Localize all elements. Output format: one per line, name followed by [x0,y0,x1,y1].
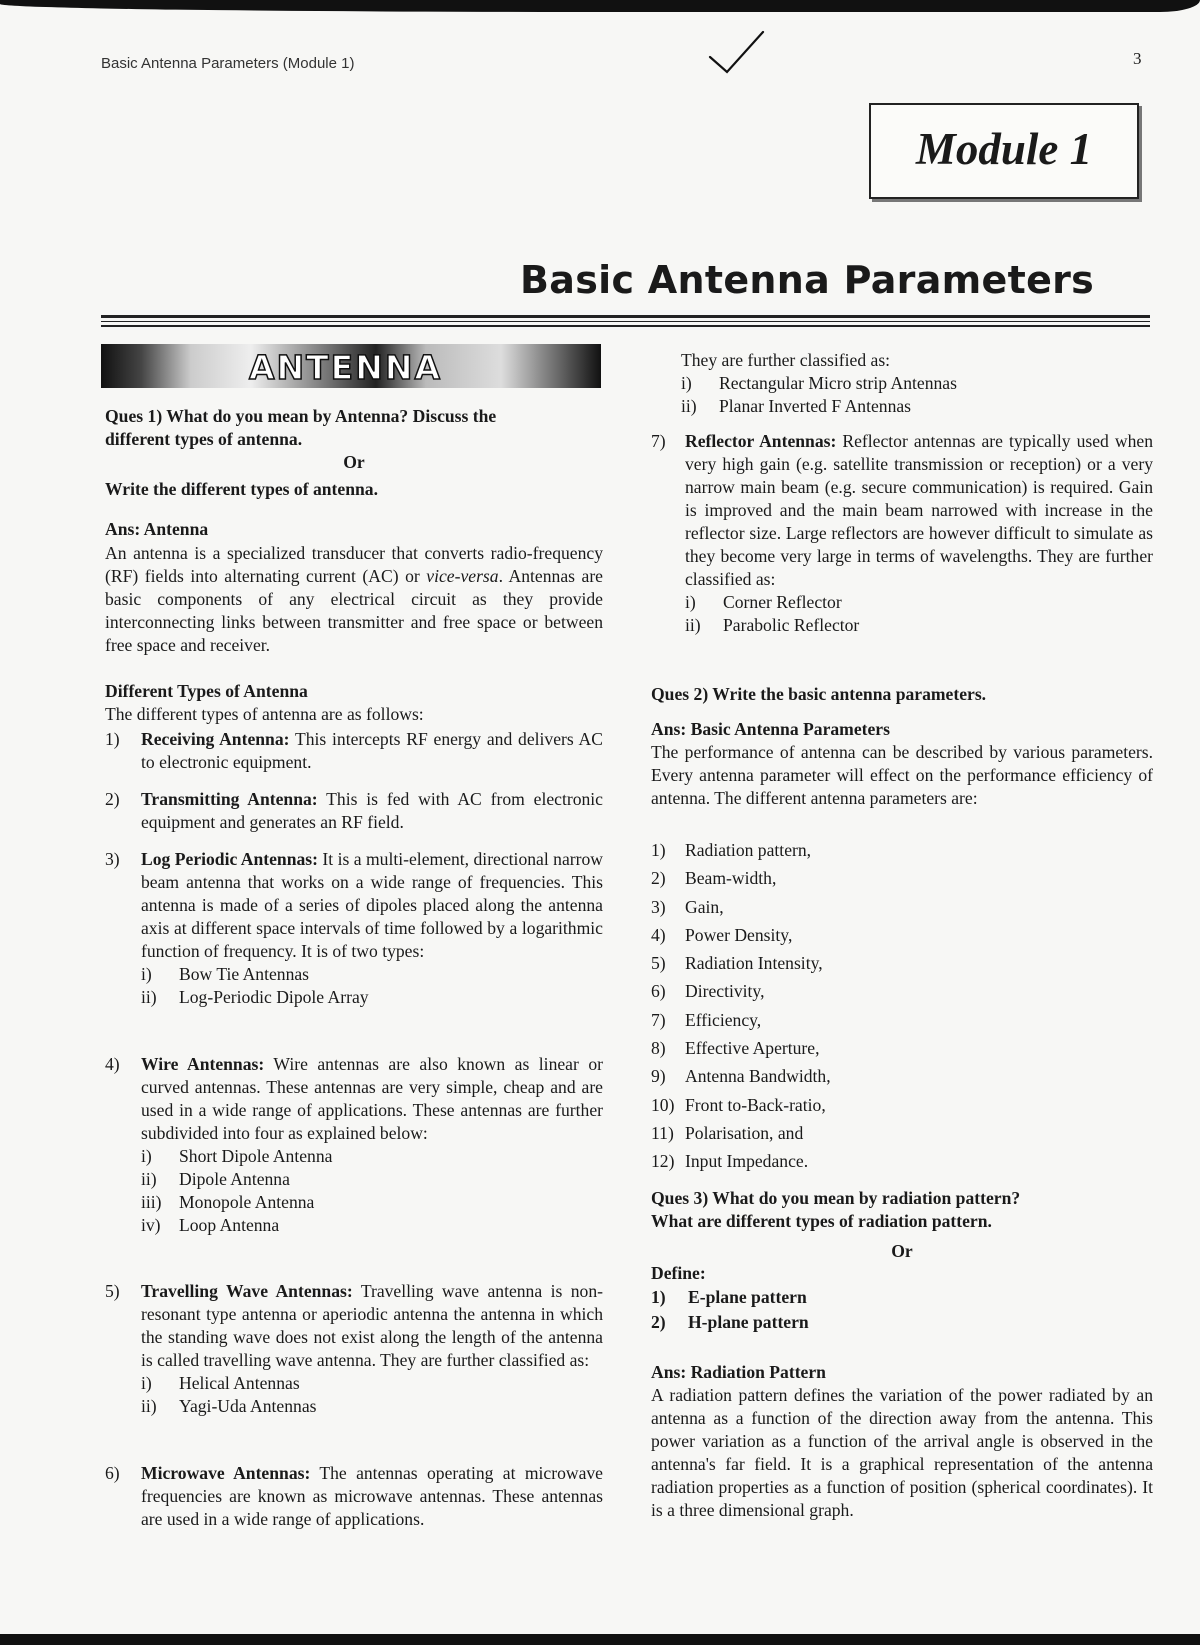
running-header: Basic Antenna Parameters (Module 1) [101,55,355,72]
sub-item: ii) Yagi-Uda Antennas [141,1396,317,1416]
list-item: 3) Gain, [651,896,724,917]
list-item: 1) Radiation pattern, [651,840,812,860]
sub-list [141,1372,603,1418]
list-item: 4) Power Density, [651,924,793,945]
q1-or: Or [343,452,365,472]
q3-answer-heading: Ans: Radiation Pattern [651,1362,826,1382]
scan-top-edge [0,0,1200,12]
q1-line2: different types of antenna. [105,429,303,449]
banner-text: ANTENNA [249,348,442,387]
continued-intro: They are further classified as: [681,350,891,370]
q2-title: Ques 2) Write the basic antenna parameters. [651,684,987,704]
sub-item: ii) Planar Inverted F Antennas [681,396,912,416]
q3-def-item: 1) E-plane pattern [651,1287,807,1307]
sub-list [681,372,957,418]
title-rule-mid [101,321,1150,322]
q3-line2: What are different types of radiation pattern. [651,1211,992,1231]
q3-title [651,1187,1153,1233]
sub-list [685,591,1153,637]
sub-item: i) Helical Antennas [141,1373,300,1393]
sub-item: i) Corner Reflector [685,592,842,612]
q1-title [105,405,603,451]
q2-answer-paragraph: The performance of antenna can be described by various parameters. Every antenna parameter will effect on the performance efficiency of antenna. The different antenna parameters are: [651,742,1153,808]
list-item: 2) Beam-width, [651,868,777,889]
list-item: 4) Wire Antennas: Wire antennas are also known as linear or curved antennas. These antennas are very simple, cheap and are used in a wide range of applications. These antennas are further subdivided into four as explained below: i) Short Dipole Antenna ii) Dipole Antenna iii) Monopole Antenna iv) Loop Antenna [105,1054,604,1235]
sub-list [141,963,603,1009]
checkmark-icon [705,22,800,82]
list-item: 10) Front to-Back-ratio, [651,1094,826,1115]
q1-alt: Write the different types of antenna. [105,479,378,499]
sub-item: iii) Monopole Antenna [141,1192,315,1212]
list-item: 7) Reflector Antennas: Reflector antennas are typically used when very high gain (e.g. satellite transmission or reception) or a very narrow main beam (e.g. secure communication) is required. Gain is improved and the main beam narrowed with increase in the reflector size. Large reflectors are however difficult to simulate as they become very large in terms of wavelengths. They are further classified as: i) Corner Reflector ii) Parabolic Reflector [651,431,1154,635]
types-intro: The different types of antenna are as follows: [105,704,424,724]
title-rule-bottom [101,325,1150,327]
list-item: 1) Receiving Antenna: This intercepts RF energy and delivers AC to electronic equipment. [105,729,603,772]
sub-list [141,1145,603,1237]
q2-answer-heading: Ans: Basic Antenna Parameters [651,719,890,739]
list-item: 7) Efficiency, [651,1009,762,1030]
section-banner [101,344,601,388]
list-item: 2) Transmitting Antenna: This is fed with AC from electronic equipment and generates an RF field. [105,789,603,832]
sub-item: ii) Log-Periodic Dipole Array [141,987,369,1007]
q3-def-item: 2) H-plane pattern [651,1312,809,1332]
list-item: 5) Travelling Wave Antennas: Travelling wave antenna is non-resonant type antenna or aperiodic antenna the antenna in which the standing wave does not exist along the length of the antenna is called travelling wave antenna. They are further classified as: i) Helical Antennas ii) Yagi-Uda Antennas [105,1281,603,1416]
q3-define: Define: [651,1263,706,1283]
list-item: 6) Microwave Antennas: The antennas operating at microwave frequencies are known as microwave antennas. These antennas are used in a wide range of applications. [105,1463,603,1529]
title-rule-top [101,315,1150,318]
list-item: 12) Input Impedance. [651,1151,809,1172]
types-heading: Different Types of Antenna [105,681,308,701]
q3-line1: Ques 3) What do you mean by radiation pattern? [651,1188,1021,1208]
sub-item: ii) Dipole Antenna [141,1169,290,1189]
list-item: 9) Antenna Bandwidth, [651,1066,831,1087]
sub-item: iv) Loop Antenna [141,1215,280,1235]
chapter-title: Basic Antenna Parameters [520,258,1095,302]
sub-item: i) Short Dipole Antenna [141,1146,333,1166]
module-label-box [869,103,1139,199]
q1-line1: Ques 1) What do you mean by Antenna? Discuss the [105,406,497,426]
module-label: Module 1 [915,124,1093,174]
scan-bottom-edge [0,1634,1200,1645]
q3-answer-paragraph: A radiation pattern defines the variation of the power radiated by an antenna as a function of the direction away from the antenna. This power variation as a function of the arrival angle is observed in the antenna's far field. It is a graphical representation of the antenna radiation properties as a function of position (spherical coordinates). It is a three dimensional graph. [651,1385,1153,1520]
q3-or: Or [891,1241,913,1261]
q1-answer-paragraph: An antenna is a specialized transducer that converts radio-frequency (RF) fields into alternating current (AC) or vice-versa. Antennas are basic components of any electrical circuit as they provide interconnecting links between transmitter and free space or between free space and receiver. [105,543,603,655]
parameters-list [651,836,1153,1176]
list-item: 6) Directivity, [651,981,765,1002]
list-item: 3) Log Periodic Antennas: It is a multi-element, directional narrow beam antenna that works on a wide range of frequencies. This antenna is made of a series of dipoles placed along the antenna axis at different space intervals of time followed by a logarithmic function of frequency. It is of two types: i) Bow Tie Antennas ii) Log-Periodic Dipole Array [105,849,603,1007]
list-item: 11) Polarisation, and [651,1122,804,1143]
q1-answer-heading: Ans: Antenna [105,519,209,539]
list-item: 8) Effective Aperture, [651,1038,820,1059]
list-item: 5) Radiation Intensity, [651,953,823,974]
page-number: 3 [1133,49,1142,68]
sub-item: ii) Parabolic Reflector [685,615,860,635]
sub-item: i) Bow Tie Antennas [141,964,310,984]
sub-item: i) Rectangular Micro strip Antennas [681,373,957,393]
